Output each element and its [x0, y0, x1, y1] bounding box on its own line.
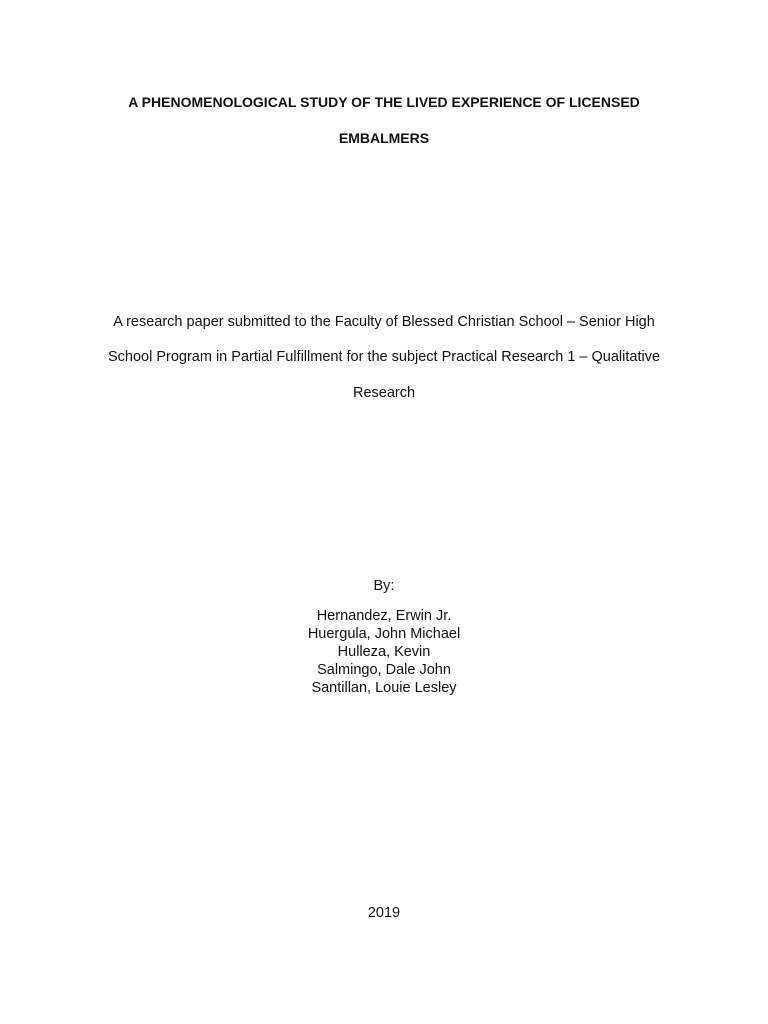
author-name: Hernandez, Erwin Jr.	[316, 608, 452, 624]
author-name: Santillan, Louie Lesley	[311, 680, 457, 696]
author-name: Salmingo, Dale John	[317, 662, 451, 678]
submission-line-2: School Program in Partial Fulfillment for the subject Practical Research 1 – Qualitative	[107, 349, 661, 365]
title-line-1: A PHENOMENOLOGICAL STUDY OF THE LIVED EXPERIENCE OF LICENSED	[128, 94, 640, 110]
author-name: Hulleza, Kevin	[337, 644, 431, 660]
author-name: Huergula, John Michael	[307, 626, 461, 642]
year: 2019	[367, 905, 401, 921]
authors-label: By:	[373, 578, 395, 594]
title-line-2: EMBALMERS	[338, 130, 430, 146]
submission-line-3: Research	[352, 385, 416, 401]
submission-line-1: A research paper submitted to the Faculty of Blessed Christian School – Senior High	[113, 314, 655, 330]
